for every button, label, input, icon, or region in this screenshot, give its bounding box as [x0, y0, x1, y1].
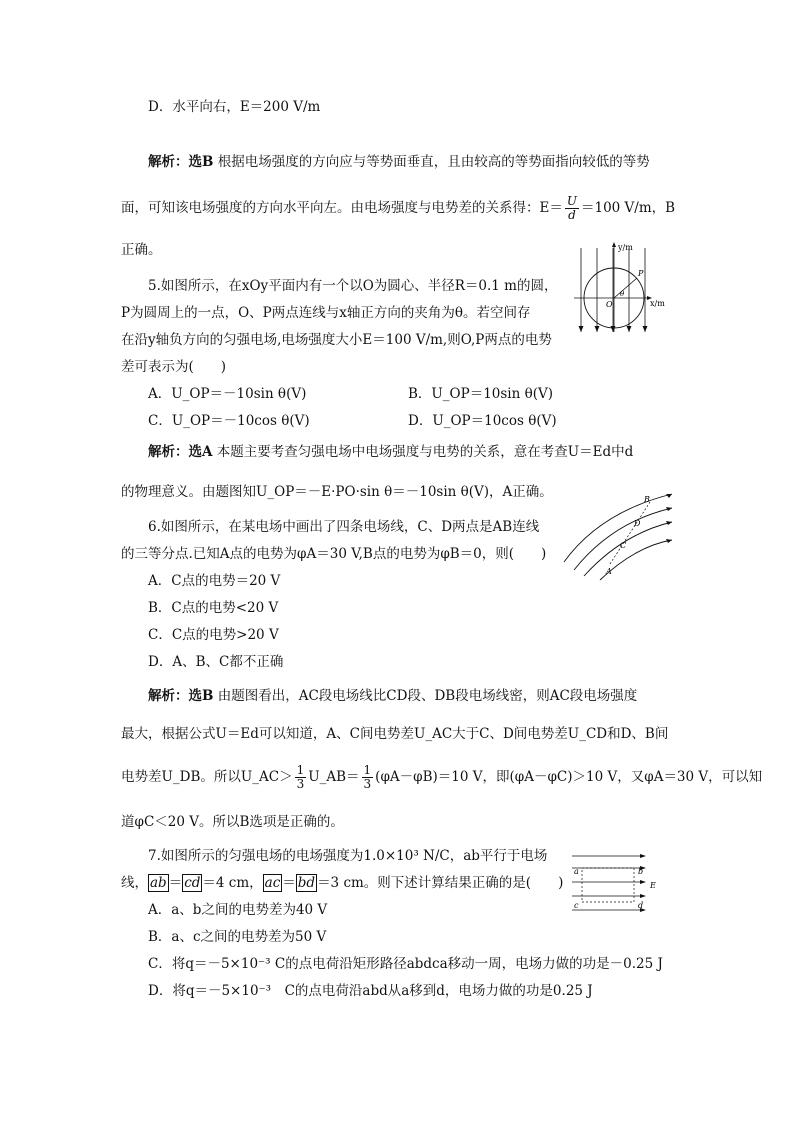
- field-line-3: [584, 522, 672, 576]
- q7-option-d: D．将q＝－5×10⁻³ C的点电荷沿abd从a移到d，电场力做的功是0.25 J: [148, 983, 593, 999]
- q4-answer-text2b: ＝100 V/m，B: [580, 200, 676, 216]
- q4-answer-text1: 根据电场强度的方向应与等势面垂直，且由较高的等势面指向较低的等势: [217, 154, 650, 170]
- q6-frac2-num: 1: [363, 763, 372, 777]
- q7-option-c: C．将q＝－5×10⁻³ C的点电荷沿矩形路径abdca移动一周，电场力做的功是－0.25 J: [148, 956, 663, 972]
- q7-bd-box: bd: [297, 875, 316, 891]
- q6-option-b: B．C点的电势<20 V: [148, 600, 279, 616]
- q6-answer-text3a: 电势差U_DB。所以U_AC＞: [121, 769, 293, 785]
- q6-answer-line4: 道φC＜20 V。所以B选项是正确的。: [121, 814, 344, 830]
- q5-answer-line2: 的物理意义。由题图知U_OP＝－E·PO·sin θ＝－10sin θ(V)，A正确。: [121, 484, 553, 500]
- label-e: E: [650, 881, 656, 890]
- q6-frac1-num: 1: [296, 763, 305, 777]
- q4-answer-line2: [121, 194, 675, 222]
- q4-fraction: [565, 195, 579, 222]
- q6-answer-text3b: U_AB＝: [308, 769, 360, 785]
- q5-figure: [574, 240, 674, 340]
- x-label: x/m: [650, 299, 665, 308]
- q5-answer-tag: 解析：选A: [148, 444, 213, 460]
- label-c: c: [574, 901, 579, 910]
- q6-stem-line2: 的三等分点.已知A点的电势为φA＝30 V,B点的电势为φB＝0，则( ): [121, 546, 547, 562]
- q4-answer-line3: 正确。: [121, 242, 162, 258]
- q7-ab-box: ab: [150, 875, 167, 891]
- q6-answer-tag: 解析：选B: [148, 688, 214, 704]
- label-a: a: [574, 867, 579, 876]
- q6-frac1-den: 3: [296, 777, 305, 791]
- q7-stem-line1: 7.如图所示的匀强电场的电场强度为1.0×10³ N/C，ab平行于电场: [148, 848, 548, 864]
- q6-option-c: C．C点的电势>20 V: [148, 627, 279, 643]
- q6-answer-text1: 由题图看出，AC段电场线比CD段、DB段电场线密，则AC段电场强度: [217, 688, 638, 704]
- q4-answer-tag: 解析：选B: [148, 154, 214, 170]
- y-label: y/m: [618, 243, 633, 252]
- q6-answer-line3: [121, 762, 762, 792]
- q4-answer-line1: [148, 152, 650, 172]
- q5-stem-line2: P为圆周上的一点，O、P两点连线与x轴正方向的夹角为θ。若空间存: [121, 305, 531, 321]
- ab-dashed: [610, 502, 650, 564]
- q5-stem-line3: 在沿y轴负方向的匀强电场,电场强度大小E＝100 V/m,则O,P两点的电势: [121, 332, 552, 348]
- q4-option-d: D．水平向右，E＝200 V/m: [148, 99, 321, 115]
- label-b: B: [644, 495, 650, 504]
- q5-answer-text1: 本题主要考查匀强电场中电场强度与电势的关系，意在考查U＝Ed中d: [216, 444, 634, 460]
- q7-ac-box: ac: [264, 875, 281, 891]
- q7-figure: [568, 848, 668, 918]
- q4-answer-text2a: 面，可知该电场强度的方向水平向左。由电场强度与电势差的关系得：E＝: [121, 200, 563, 216]
- q7-option-a: A．a、b之间的电势差为40 V: [148, 902, 328, 918]
- q6-answer-text3c: (φA－φB)＝10 V，即(φA－φC)＞10 V，又φA＝30 V，可以知: [375, 769, 763, 785]
- q7-option-b: B．a、c之间的电势差为50 V: [148, 929, 327, 945]
- q7-eq2: ＝: [282, 875, 296, 891]
- q6-fraction-1: [295, 764, 307, 791]
- q7-stem-l2c: ＝3 cm。则下述计算结果正确的是( ): [317, 875, 564, 891]
- q6-figure: [560, 482, 678, 582]
- q6-stem-line1: 6.如图所示，在某电场中画出了四条电场线，C、D两点是AB连线: [148, 519, 540, 535]
- q6-answer-line2: 最大，根据公式U＝Ed可以知道，A、C间电势差U_AC大于C、D间电势差U_CD和D、B间: [121, 726, 669, 742]
- field-line-1: [564, 494, 672, 562]
- label-b: b: [638, 867, 644, 876]
- q5-option-b: B．U_OP＝10sin θ(V): [408, 386, 554, 402]
- q5-answer-line1: [148, 442, 633, 462]
- q4-frac-den: d: [568, 208, 576, 222]
- label-a: A: [606, 567, 612, 576]
- o-label: O: [606, 300, 613, 309]
- q4-frac-num: U: [566, 194, 577, 208]
- label-c: C: [620, 541, 627, 550]
- p-label: P: [638, 269, 644, 278]
- q6-answer-line1: [148, 686, 637, 706]
- q7-eq1: ＝: [168, 875, 183, 891]
- rect-abdc: [582, 868, 634, 902]
- q5-option-c: C．U_OP＝－10cos θ(V): [148, 413, 310, 429]
- op-line: [614, 278, 637, 298]
- q6-frac2-den: 3: [363, 777, 372, 791]
- q7-stem-l2b: ＝4 cm，: [202, 875, 263, 891]
- q5-stem-line1: 5.如图所示，在xOy平面内有一个以O为圆心、半径R＝0.1 m的圆，: [148, 278, 558, 294]
- q7-stem-line2: [121, 873, 563, 893]
- q6-option-a: A．C点的电势＝20 V: [148, 573, 281, 589]
- q6-option-d: D．A、B、C都不正确: [148, 654, 284, 670]
- theta-label: θ: [620, 290, 625, 298]
- label-d: D: [634, 519, 641, 528]
- q6-fraction-2: [362, 764, 374, 791]
- q5-stem-line4: 差可表示为( ): [121, 359, 227, 375]
- q7-cd-box: cd: [184, 875, 201, 891]
- label-d: d: [638, 901, 644, 910]
- q7-stem-l2a: 线，: [121, 875, 148, 891]
- q5-option-d: D．U_OP＝10cos θ(V): [408, 413, 557, 429]
- q5-option-a: A．U_OP＝－10sin θ(V): [148, 386, 307, 402]
